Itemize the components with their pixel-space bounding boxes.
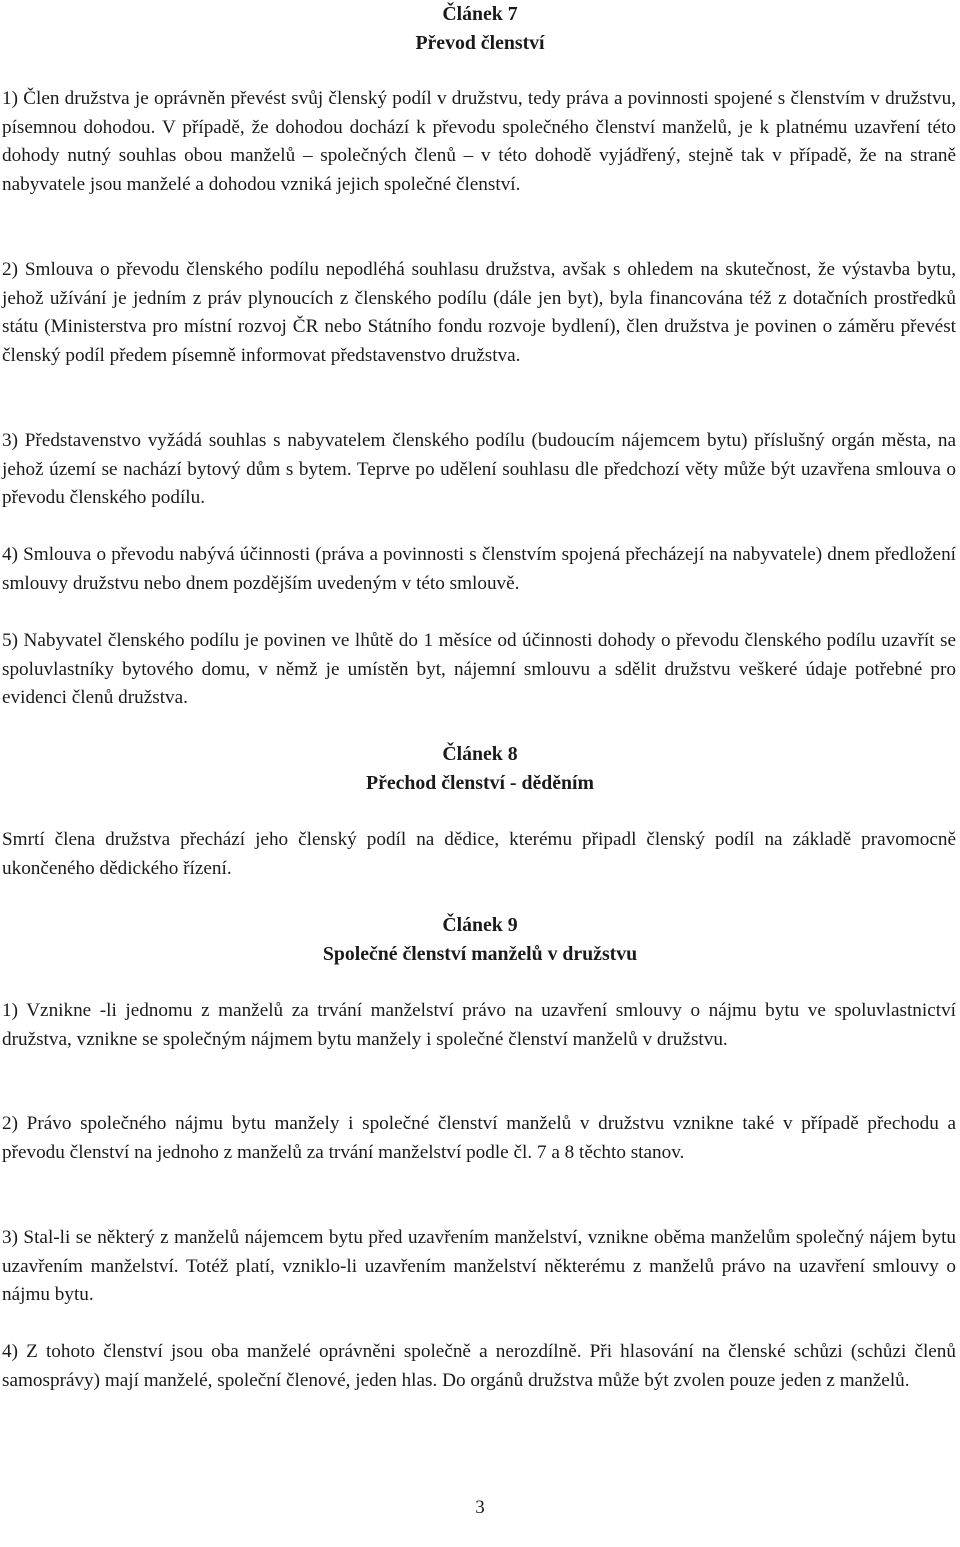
paragraph: 1) Vznikne -li jednomu z manželů za trvání manželství právo na uzavření smlouvy o nájmu bytu ve spoluvlastnictví družstva, vznikne se společným nájmem bytu manžely i společné členství manželů v družstvu. [2,1000,956,1050]
page-number: 3 [475,1497,485,1518]
article-number: Článek 8 [442,743,518,765]
article-title: Společné členství manželů v družstvu [322,943,638,965]
paragraph: 2) Smlouva o převodu členského podílu nepodléhá souhlasu družstva, avšak s ohledem na skutečnost, že výstavba bytu, jehož užívání je jedním z práv plynoucích z členského podílu (dále jen byt), byla financována též z dotačních prostředků státu (Ministerstva pro místní rozvoj ČR nebo Státního fondu rozvoje bydlení), člen družstva je povinen o záměru převést členský podíl předem písemně informovat představenstvo družstva. [2,259,956,366]
article-7-heading [0,0,960,58]
paragraph: 3) Představenstvo vyžádá souhlas s nabyvatelem členského podílu (budoucím nájemcem bytu) příslušný orgán města, na jehož území se nachází bytový dům s bytem. Teprve po udělení souhlasu dle předchozí věty může být uzavřena smlouva o převodu členského podílu. [2,430,956,509]
paragraph: 2) Právo společného nájmu bytu manžely i společné členství manželů v družstvu vznikne také v případě přechodu a převodu členství na jednoho z manželů za trvání manželství podle čl. 7 a 8 těchto stanov. [2,1113,956,1163]
paragraph: Smrtí člena družstva přechází jeho členský podíl na dědice, kterému připadl členský podíl na základě pravomocně ukončeného dědického řízení. [2,829,956,879]
paragraph: 1) Člen družstva je oprávněn převést svůj členský podíl v družstvu, tedy práva a povinnosti spojené s členstvím v družstvu, písemnou dohodou. V případě, že dohodou dochází k převodu společného členství manželů, je k platnému uzavření této dohody nutný souhlas obou manželů – společných členů – v této dohodě vyjádřený, stejně tak v případě, že na straně nabyvatele jsou manželé a dohodou vzniká jejich společné členství. [2,88,956,195]
paragraph: 5) Nabyvatel členského podílu je povinen ve lhůtě do 1 měsíce od účinnosti dohody o převodu členského podílu uzavřít se spoluvlastníky bytového domu, v němž je umístěn byt, nájemní smlouvu a sdělit družstvu veškeré údaje potřebné pro evidenci členů družstva. [2,630,956,709]
article-9-heading [0,911,960,969]
article-number: Článek 7 [442,3,518,25]
paragraph: 4) Z tohoto členství jsou oba manželé oprávněni společně a nerozdílně. Při hlasování na členské schůzi (schůzi členů samosprávy) mají manželé, společní členové, jeden hlas. Do orgánů družstva může být zvolen pouze jeden z manželů. [2,1341,956,1391]
article-title: Převod členství [415,32,545,54]
paragraph: 4) Smlouva o převodu nabývá účinnosti (práva a povinnosti s členstvím spojená přecházejí na nabyvatele) dnem předložení smlouvy družstvu nebo dnem pozdějším uvedeným v této smlouvě. [2,544,956,594]
article-title: Přechod členství - děděním [365,772,594,794]
paragraph: 3) Stal-li se některý z manželů nájemcem bytu před uzavřením manželství, vznikne oběma manželům společný nájem bytu uzavřením manželství. Totéž platí, vzniklo-li uzavřením manželství některému z manželů právo na uzavření smlouvy o nájmu bytu. [2,1227,956,1306]
article-8-heading [0,740,960,798]
article-number: Článek 9 [442,914,518,936]
